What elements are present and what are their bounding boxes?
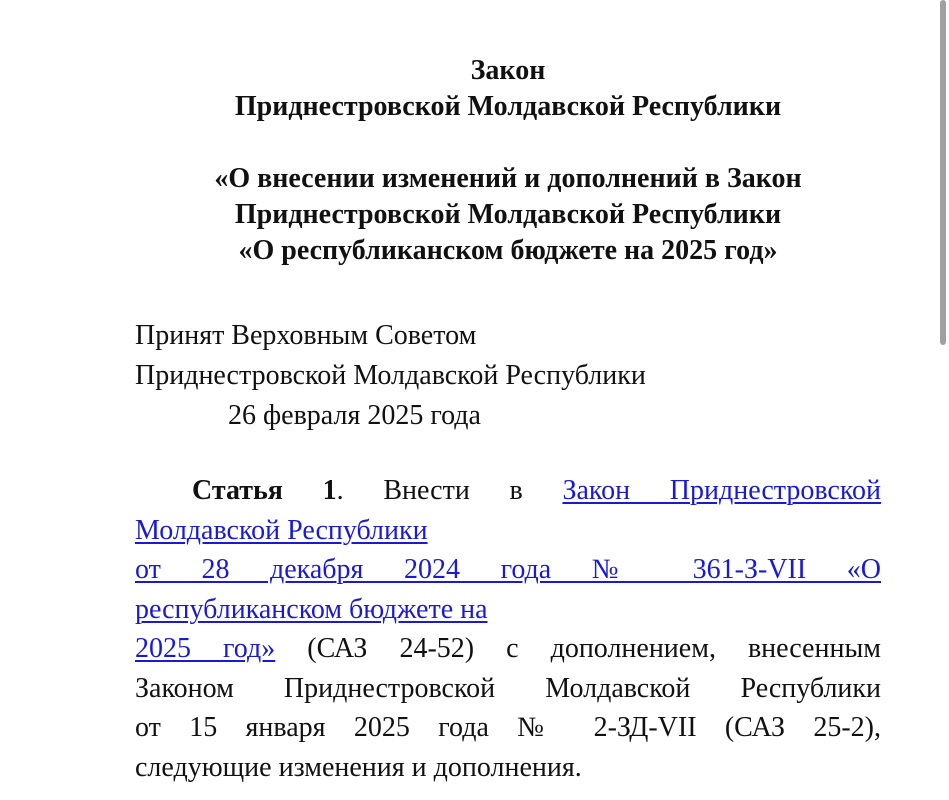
law-link-part3[interactable]: от 28 декабря 2024 года № 361-З-VII «О [135,554,881,585]
vertical-scrollbar[interactable] [940,0,946,345]
article-1-label: Статья 1 [192,475,337,506]
law-subtitle-line3: «О республиканском бюджете на 2025 год» [238,235,778,266]
article-1-line2 [135,511,881,551]
article-1 [135,471,881,787]
law-title-line2: Приднестровской Молдавской Республики [234,91,782,122]
adoption-line2: Приднестровской Молдавской Республики [135,360,646,391]
law-subtitle-line2: Приднестровской Молдавской Республики [234,199,782,230]
law-link-part2[interactable]: Молдавской Республики [135,514,428,546]
law-subtitle-line1: «О внесении изменений и дополнений в Закон [214,163,802,194]
adoption-line1: Принят Верховным Советом [135,320,477,351]
adoption-date: 26 февраля 2025 года [228,400,481,431]
law-link-part4[interactable]: республиканском бюджете на [135,593,488,625]
article-1-line7: от 15 января 2025 года № 2-ЗД-VII (САЗ 25-2), [135,712,881,743]
article-1-line3 [135,550,881,590]
law-title [135,53,881,125]
article-1-line1 [135,471,881,511]
adoption-info [135,316,835,436]
article-1-line8: следующие изменения и дополнения. [135,751,582,783]
article-1-intro: . Внести в [336,475,563,506]
law-link-part5[interactable]: 2025 год» [135,633,276,664]
article-1-line6: Законом Приднестровской Молдавской Республики [135,672,881,704]
law-title-line1: Закон [470,55,546,86]
law-link-part1[interactable]: Закон Приднестровской [562,475,882,506]
article-1-line5 [135,629,881,669]
article-1-after-link: (САЗ 24-52) с дополнением, внесенным [275,633,881,664]
law-subtitle [135,161,881,269]
article-1-line4 [135,590,881,630]
